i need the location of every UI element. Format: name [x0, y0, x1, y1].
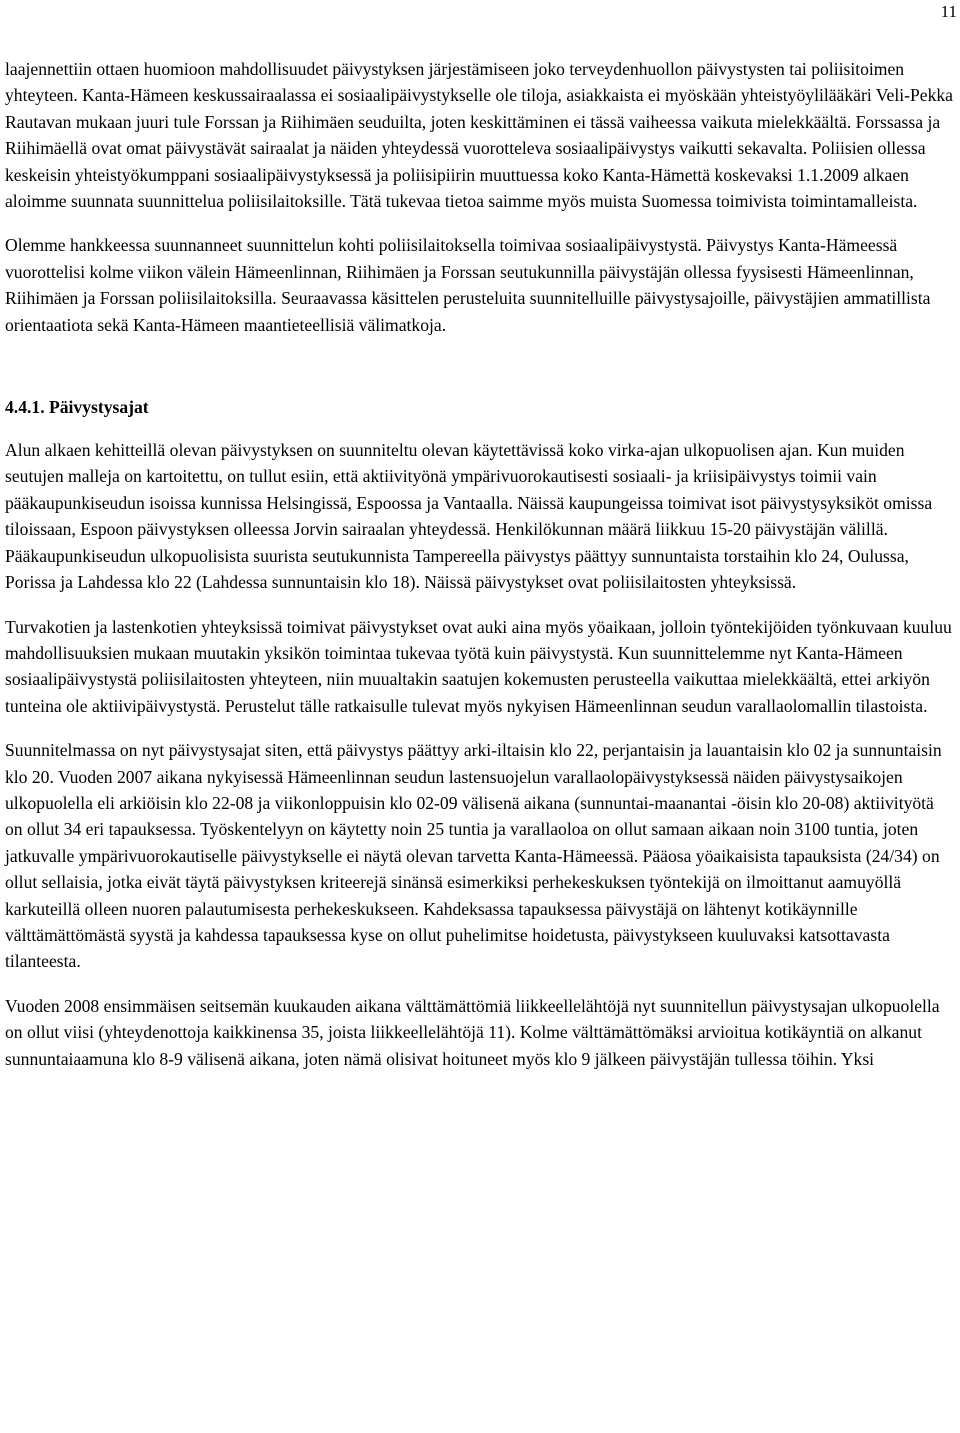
paragraph-plan-hours: Suunnitelmassa on nyt päivystysajat siten, että päivystys päättyy arki-iltaisin klo 22, perjantaisin ja lauantaisin klo 02 ja sunnuntaisin klo 20. Vuoden 2007 aikana nykyisessä Hämeenlinnan seudun lastensuojelun varallaolopäivystyksessä näiden päivystysaikojen ulkopuolella eli arkiöisin klo 22-08 ja viikonloppuisin klo 02-09 välisenä aikana (sunnuntai-maanantai -öisin klo 20-08) aktiivityötä on ollut 34 eri tapauksessa. Työskentelyyn on käytetty noin 25 tuntia ja varallaoloa on ollut samaan aikaan noin 3100 tuntia, joten jatkuvalle ympärivuorokautiselle päivystykselle ei näytä olevan tarvetta Kanta-Hämeessä. Pääosa yöaikaisista tapauksista (24/34) on ollut sellaisia, jotka eivät täytä päivystyksen kriteerejä sinänsä esimerkiksi perhekeskuksen työntekijä on ilmoittanut aamuyöllä karkuteillä olleen nuoren palautumisesta perhekeskukseen. Kahdeksassa tapauksessa päivystäjä on lähtenyt kotikäynnille välttämättömästä syystä ja kahdessa tapauksessa kyse on ollut puhelimitse hoidetusta, päivystykseen kuuluvaksi katsottavasta tilanteesta.	[5, 740, 942, 972]
paragraph-hours-overview: Alun alkaen kehitteillä olevan päivystyksen on suunniteltu olevan käytettävissä koko virka-ajan ulkopuolisen ajan. Kun muiden seutujen malleja on kartoitettu, on tullut esiin, että aktiivityönä ympärivuorokautisesti sosiaali- ja kriisipäivystys toimii vain pääkaupunkiseudun isoissa kunnissa Helsingissä, Espoossa ja Vantaalla. Näissä kaupungeissa toimivat isot päivystysyksiköt omissa tiloissaan, Espoon päivystyksen olleessa Jorvin sairaalan yhteydessä. Henkilökunnan määrä liikkuu 15-20 päivystäjän välillä. Pääkaupunkiseudun ulkopuolisista suurista seutukunnista Tampereella päivystys päättyy sunnuntaista torstaihin klo 24, Oulussa, Porissa ja Lahdessa klo 22 (Lahdessa sunnuntaisin klo 18). Näissä päivystykset ovat poliisilaitosten yhteyksissä.	[5, 440, 933, 593]
page-number: 11	[940, 2, 957, 21]
document-body	[5, 56, 955, 1072]
paragraph-shelters: Turvakotien ja lastenkotien yhteyksissä toimivat päivystykset ovat auki aina myös yöaikaan, jolloin työntekijöiden työnkuvaan kuuluu mahdollisuuksien mukaan muutakin yksikön toimintaa tukevaa työtä kuin päivystystä. Kun suunnittelemme nyt Kanta-Hämeen sosiaalipäivystystä poliisilaitosten yhteyteen, niin muualtakin saatujen kokemusten perusteella vaikuttaa mielekkäältä, ettei arkiyön tunteina ole aktiivipäivystystä. Perustelut tälle ratkaisulle tulevat myös nykyisen Hämeenlinnan seudun varallaolomallin tilastoista.	[5, 616, 952, 716]
paragraph-intro: laajennettiin ottaen huomioon mahdollisuudet päivystyksen järjestämiseen joko terveydenhuollon päivystysten tai poliisitoimen yhteyteen. Kanta-Hämeen keskussairaalassa ei sosiaalipäivystykselle ole tiloja, asiakkaista ei myöskään yhteistyöylilääkäri Veli-Pekka Rautavan mukaan juuri tule Forssan ja Riihimäen seuduilta, joten keskittäminen ei tässä vaiheessa vaikuta mielekkäältä. Forssassa ja Riihimäellä ovat omat päivystävät sairaalat ja näiden yhteydessä vuorotteleva sosiaalipäivystys vaikutti sekavalta. Poliisien ollessa keskeisin yhteistyökumppani sosiaalipäivystyksessä ja poliisipiirin muuttuessa koko Kanta-Hämettä koskevaksi 1.1.2009 alkaen aloimme suunnata suunnittelua poliisilaitoksille. Tätä tukevaa tietoa saimme myös muista Suomessa toimivista toimintamalleista.	[5, 59, 953, 212]
paragraph-plan-rotation: Olemme hankkeessa suunnanneet suunnittelun kohti poliisilaitoksella toimivaa sosiaalipäivystystä. Päivystys Kanta-Hämeessä vuorottelisi kolme viikon välein Hämeenlinnan, Riihimäen ja Forssan seutukunnilla päivystäjän ollessa fyysisesti Hämeenlinnan, Riihimäen ja Forssan poliisilaitoksilla. Seuraavassa käsittelen perusteluita suunnitelluille päivystysajoille, päivystäjien ammatillista orientaatiota sekä Kanta-Hämeen maantieteellisiä välimatkoja.	[5, 235, 931, 335]
section-heading: 4.4.1. Päivystysajat	[5, 397, 149, 418]
paragraph-2008-statistics: Vuoden 2008 ensimmäisen seitsemän kuukauden aikana välttämättömiä liikkeellelähtöjä nyt suunnitellun päivystysajan ulkopuolella on ollut viisi (yhteydenottoja kaikkinensa 35, joista liikkeellelähtöjä 11). Kolme välttämättömäksi arvioitua kotikäyntiä on alkanut sunnuntaiaamuna klo 8-9 välisenä aikana, joten nämä olisivat hoituneet myös klo 9 jälkeen päivystäjän tullessa töihin. Yksi	[5, 995, 940, 1069]
